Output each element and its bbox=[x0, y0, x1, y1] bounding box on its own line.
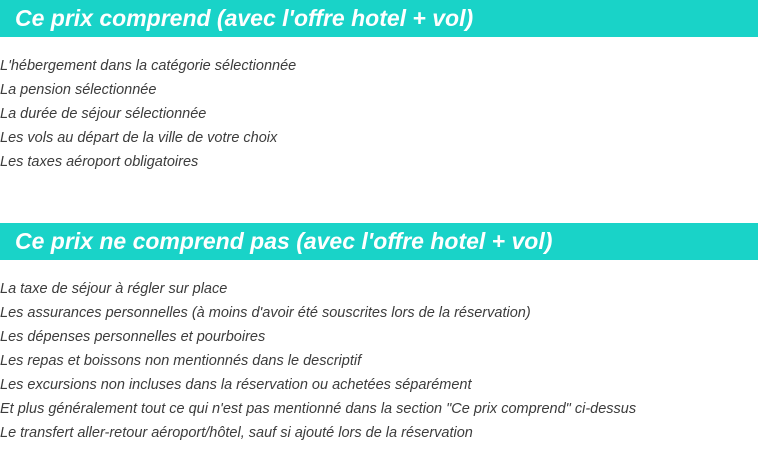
included-item-taxes: Les taxes aéroport obligatoires bbox=[0, 154, 199, 170]
excluded-item-repas: Les repas et boissons non mentionnés dans le descriptif bbox=[0, 353, 362, 369]
excluded-item-general: Et plus généralement tout ce qui n'est pas mentionné dans la section "Ce prix comprend" ci-dessus bbox=[0, 401, 637, 417]
excluded-list bbox=[0, 277, 636, 445]
excluded-item-excursions: Les excursions non incluses dans la réservation ou achetées séparément bbox=[0, 377, 472, 393]
included-list bbox=[0, 54, 296, 174]
excluded-item-depenses: Les dépenses personnelles et pourboires bbox=[0, 329, 266, 345]
included-item-vols: Les vols au départ de la ville de votre choix bbox=[0, 130, 278, 146]
excluded-section-title: Ce prix ne comprend pas (avec l'offre hotel + vol) bbox=[0, 223, 758, 260]
excluded-item-transfert: Le transfert aller-retour aéroport/hôtel, sauf si ajouté lors de la réservation bbox=[0, 425, 473, 441]
included-section-title: Ce prix comprend (avec l'offre hotel + vol) bbox=[0, 0, 758, 37]
excluded-item-taxe-sejour: La taxe de séjour à régler sur place bbox=[0, 281, 228, 297]
included-item-hebergement: L'hébergement dans la catégorie sélectionnée bbox=[0, 58, 297, 74]
included-item-duree: La durée de séjour sélectionnée bbox=[0, 106, 207, 122]
included-item-pension: La pension sélectionnée bbox=[0, 82, 157, 98]
excluded-item-assurances: Les assurances personnelles (à moins d'avoir été souscrites lors de la réservation) bbox=[0, 305, 531, 321]
